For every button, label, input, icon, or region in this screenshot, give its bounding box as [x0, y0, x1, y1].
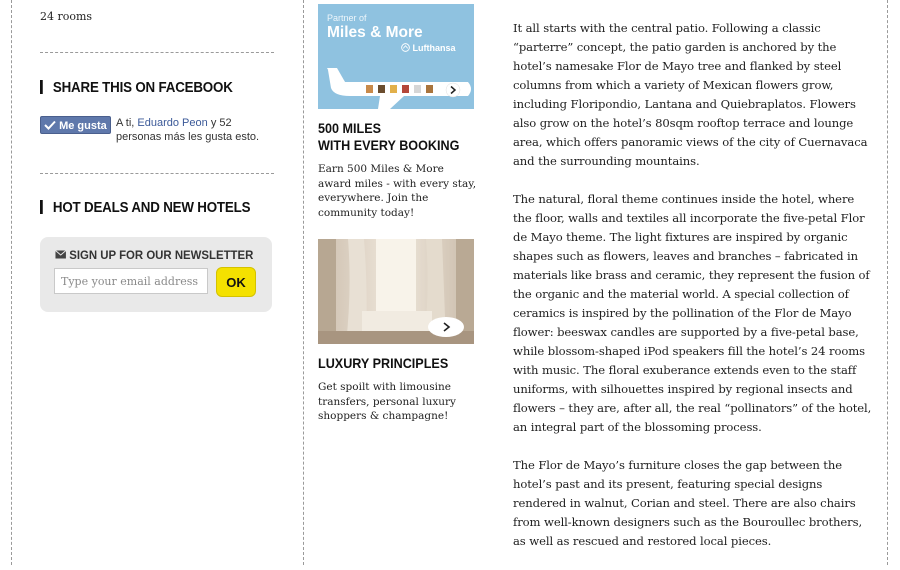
- article-paragraph: It all starts with the central patio. Following a classic “parterre” concept, the patio garden is anchored by the hotel’s namesake Flor de Mayo tree and flanked by steel columns from which a variety of Mexican flowers grow, including Floripondio, Lantana and Quiebraplatos. Flowers also grow on the hotel’s 80sqm rooftop terrace and lounge area, which offers panoramic views of the city of Cuernavaca and the surrounding mountains.: [513, 21, 868, 168]
- facebook-like-button[interactable]: [40, 116, 111, 134]
- article-body: [513, 19, 875, 570]
- divider-right: [887, 0, 888, 565]
- newsletter-signup-box: [40, 237, 272, 312]
- envelope-icon: [55, 250, 66, 259]
- article-paragraph: The Flor de Mayo’s furniture closes the gap between the hotel’s past and its present, featuring special designs rendered in walnut, Corian and steel. There are also chairs from well-known designers such as the Bouroullec brothers, as well as rescued and restored local pieces.: [513, 458, 863, 548]
- separator: [40, 173, 274, 174]
- separator: [40, 52, 274, 53]
- like-summary: A ti, Eduardo Peon y 52 personas más les gusta esto.: [116, 117, 260, 143]
- luxury-room-image[interactable]: [318, 239, 474, 344]
- newsletter-email-input[interactable]: [54, 268, 208, 294]
- divider-left: [11, 0, 12, 565]
- miles-ad-heading[interactable]: 500 MILES WITH EVERY BOOKING: [318, 120, 460, 153]
- facebook-section-title: SHARE THIS ON FACEBOOK: [40, 80, 233, 96]
- hot-deals-section-title: HOT DEALS AND NEW HOTELS: [40, 200, 250, 216]
- article-paragraph: The natural, floral theme continues inside the hotel, where the floor, walls and textiles all incorporate the five-petal Flor de Mayo theme. The light fixtures are inspired by organic shapes such as flowers, leaves and branches – fabricated in materials like brass and ceramic, they represent the fusion of the organic and the material world. A special collection of ceramics is inspired by the pollination of the Flor de Mayo flower: beeswax candles are supported by a five-petal base, while blossom-shaped iPod speakers fill the hotel’s 24 rooms with music. The floral exuberance extends even to the staff uniforms, with silhouettes inspired by regional insects and flowers – they are, after all, the real “pollinators” of the hotel, an integral part of the blossoming process.: [513, 192, 872, 434]
- rooms-count: 24 rooms: [40, 10, 93, 23]
- airplane-illustration-icon: [318, 4, 474, 109]
- miles-ad-description: Earn 500 Miles & More award miles - with every stay, everywhere. Join the community today!: [318, 163, 477, 219]
- title-bar-icon: [40, 80, 43, 94]
- ad-airline-label: Lufthansa: [401, 43, 456, 53]
- title-bar-icon: [40, 200, 43, 214]
- luxury-room-illustration-icon: [318, 239, 474, 344]
- like-button-label: Me gusta: [59, 120, 107, 132]
- newsletter-ok-button[interactable]: OK: [216, 267, 256, 297]
- friend-name-link[interactable]: Eduardo Peon: [137, 117, 208, 129]
- newsletter-title: SIGN UP FOR OUR NEWSLETTER: [55, 248, 253, 262]
- checkmark-icon: [44, 120, 56, 130]
- ad-partner-label: Partner of: [327, 13, 367, 23]
- ad-brand-label: Miles & More: [327, 24, 423, 41]
- luxury-heading[interactable]: LUXURY PRINCIPLES: [318, 355, 449, 371]
- luxury-description: Get spoilt with limousine transfers, personal luxury shoppers & champagne!: [318, 381, 456, 422]
- miles-and-more-banner[interactable]: [318, 4, 474, 109]
- divider-middle: [303, 0, 304, 565]
